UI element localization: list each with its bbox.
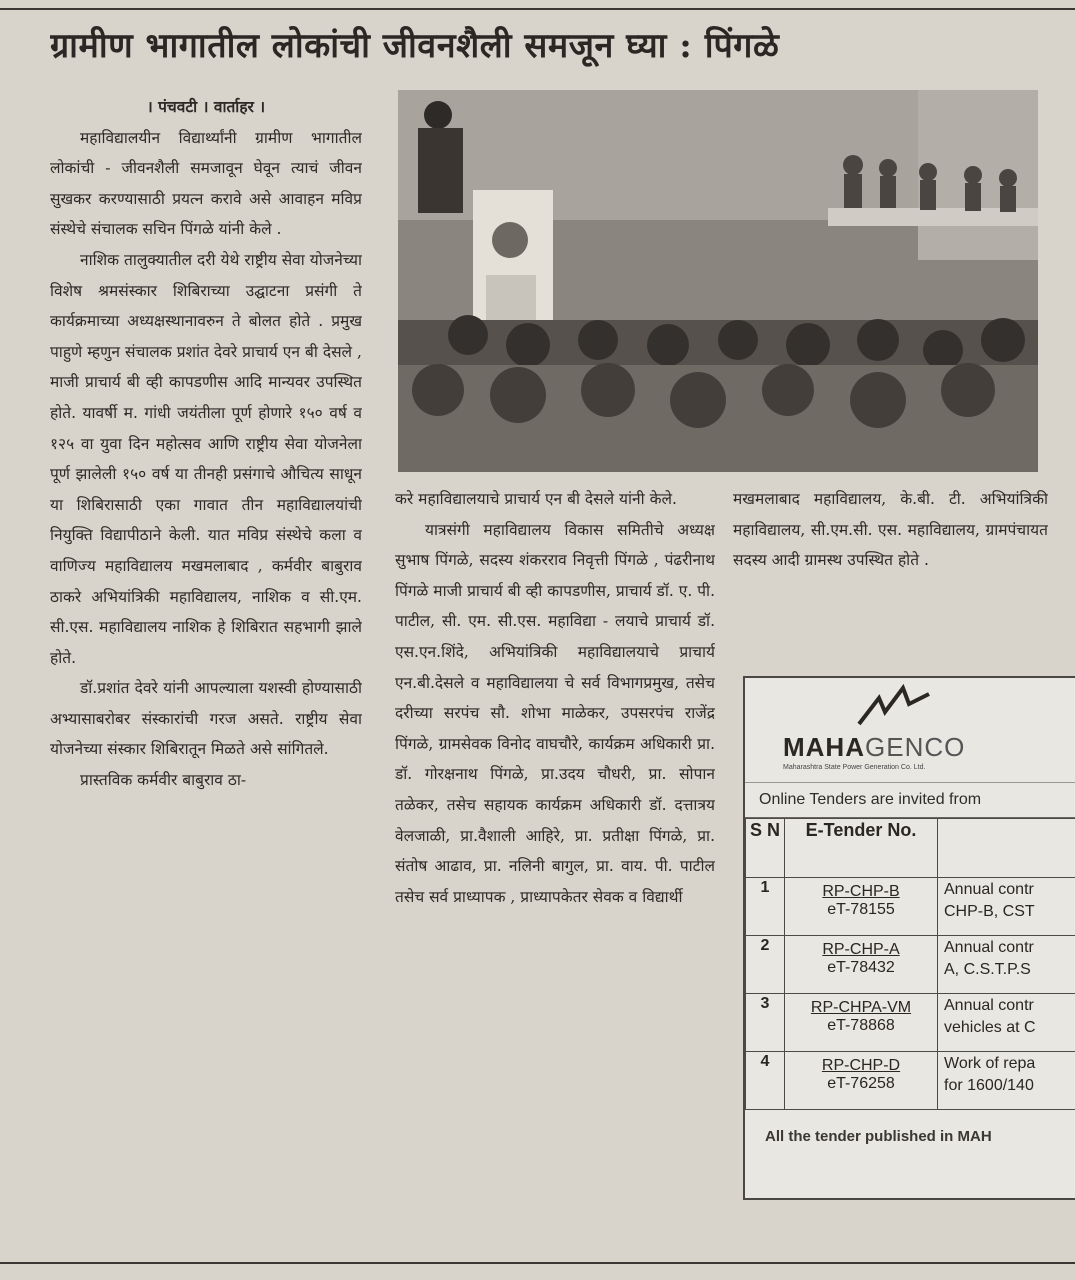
tender-code: RP-CHP-A bbox=[822, 941, 900, 958]
table-row bbox=[746, 878, 1075, 936]
paragraph: डॉ.प्रशांत देवरे यांनी आपल्याला यशस्वी होण्यासाठी अभ्यासाबरोबर संस्कारांची गरज असते. राष्ट्रीय सेवा योजनेच्या संस्कार शिबिरातून मिळते असे सांगितले. bbox=[50, 679, 362, 759]
paragraph: नाशिक तालुक्यातील दरी येथे राष्ट्रीय सेवा योजनेच्या विशेष श्रमसंस्कार शिबिराच्या उद्घाटना प्रसंगी ते कार्यक्रमाच्या अध्यक्षस्थानावरुन ते बोलत होते . प्रमुख पाहुणे म्हणुन संचालक प्रशांत देवरे प्राचार्य एन बी देसले , माजी प्राचार्य बी व्ही कापडणीस आदि मान्यवर उपस्थित होते. यावर्षी म. गांधी जयंतीला पूर्ण होणारे १५० वर्ष व १२५ वा युवा दिन महोत्सव आणि राष्ट्रीय सेवा योजनेला पूर्ण झालेली १५० वर्ष या तीनही प्रसंगाचे औचित्य साधून या शिबिरासाठी एका गावात तीन महाविद्यालयांची नियुक्ति विद्यापीठाने केली. यात मविप्र संस्थेचे कला व वाणिज्य महाविद्यालय मखमलाबाद , कर्मवीर बाबुराव ठाकरे अभियांत्रिकी महाविद्यालय, नाशिक व सी.एम. सी.एस. महाविद्यालय नाशिक हे शिबिरात सहभागी झाले होते. bbox=[50, 250, 362, 667]
table-row bbox=[746, 1052, 1075, 1110]
desc-line: Work of repa bbox=[944, 1055, 1036, 1072]
paragraph: मखमलाबाद महाविद्यालय, के.बी. टी. अभियांत्रिकी महाविद्यालय, सी.एम.सी. एस. महाविद्यालय, ग्रामपंचायत सदस्य आदी ग्रामस्थ उपस्थित होते . bbox=[733, 490, 1048, 570]
dateline: । पंचवटी । वार्ताहर । bbox=[146, 97, 266, 116]
bottom-rule bbox=[0, 1262, 1075, 1264]
desc-line: Annual contr bbox=[944, 997, 1034, 1014]
event-photo bbox=[398, 90, 1038, 472]
ad-logo-area bbox=[745, 678, 1075, 783]
row-description bbox=[938, 994, 1075, 1052]
article-column-3 bbox=[733, 484, 1048, 644]
photo-illustration bbox=[398, 90, 1038, 472]
ad-invite-line: Online Tenders are invited from bbox=[745, 783, 1075, 818]
brand-light: GENCO bbox=[865, 732, 966, 762]
desc-line: for 1600/140 bbox=[944, 1077, 1034, 1094]
header-sn: S N bbox=[746, 819, 785, 878]
row-sn: 2 bbox=[746, 936, 785, 994]
desc-line: Annual contr bbox=[944, 939, 1034, 956]
row-description bbox=[938, 878, 1075, 936]
tender-code: RP-CHPA-VM bbox=[810, 999, 912, 1016]
lightning-logo-icon bbox=[855, 684, 935, 728]
row-description bbox=[938, 1052, 1075, 1110]
paragraph: यात्रसंगी महाविद्यालय विकास समितीचे अध्यक्ष सुभाष पिंगळे, सदस्य शंकरराव निवृत्ती पिंगळे , पंढरीनाथ पिंगळे माजी प्राचार्य बी व्ही कापडणीस, प्राचार्य डॉ. ए. पी. पाटील, सी. एम. सी.एस. महाविद्या - लयाचे प्राचार्य डॉ. एस.एन.शिंदे, अभियांत्रिकी महाविद्यालयाचे प्राचार्य एन.बी.देसले व महाविद्यालया चे सर्व विभागप्रमुख, तसेच दरीच्या सरपंच सौ. शोभा माळेकर, उपसरपंच राजेंद्र पिंगळे, ग्रामसेवक विनोद वाघचौरे, कार्यक्रम अधिकारी प्रा. डॉ. गोरक्षनाथ पिंगळे, प्रा.उदय चौधरी, प्रा. सोपान तळेकर, तसेच सहायक कार्यक्रम अधिकारी डॉ. दत्तात्रय वेलजाळी, प्रा.वैशाली आहिरे, प्रा. प्रतीक्षा पिंगळे, प्रा. संतोष आढाव, प्रा. नलिनी बागुल, प्रा. वाय. पी. पाटील तसेच सर्व प्राध्यापक , प्राध्यापकेतर सेवक व विद्यार्थी bbox=[395, 520, 715, 906]
row-tender-no bbox=[785, 878, 938, 936]
paragraph: महाविद्यालयीन विद्यार्थ्यांनी ग्रामीण भागातील लोकांची - जीवनशैली समजावून घेवून त्याचं जीवन सुखकर करण्यासाठी प्रयत्न करावे असे आवाहन मविप्र संस्थेचे संचालक सचिन पिंगळे यांनी केले . bbox=[50, 128, 362, 239]
row-tender-no bbox=[785, 1052, 938, 1110]
row-sn: 4 bbox=[746, 1052, 785, 1110]
tender-et: eT-78155 bbox=[827, 901, 895, 918]
row-sn: 1 bbox=[746, 878, 785, 936]
headline: ग्रामीण भागातील लोकांची जीवनशैली समजून घ्या : पिंगळे bbox=[50, 26, 780, 66]
tender-et: eT-78432 bbox=[827, 959, 895, 976]
row-tender-no bbox=[785, 936, 938, 994]
tender-code: RP-CHP-B bbox=[822, 883, 900, 900]
tender-table bbox=[745, 818, 1075, 1110]
header-etender-no: E-Tender No. bbox=[785, 819, 938, 878]
article-column-2 bbox=[395, 484, 715, 1244]
brand-bold: MAHA bbox=[783, 732, 865, 762]
top-rule bbox=[0, 0, 1075, 10]
table-row bbox=[746, 994, 1075, 1052]
header-blank bbox=[938, 819, 1075, 878]
table-row bbox=[746, 936, 1075, 994]
paragraph: प्रास्तविक कर्मवीर बाबुराव ठा- bbox=[80, 771, 247, 790]
row-tender-no bbox=[785, 994, 938, 1052]
desc-line: Annual contr bbox=[944, 881, 1034, 898]
desc-line: A, C.S.T.P.S bbox=[944, 961, 1031, 978]
row-sn: 3 bbox=[746, 994, 785, 1052]
ad-brand-subtitle: Maharashtra State Power Generation Co. Ltd. bbox=[783, 764, 926, 771]
row-description bbox=[938, 936, 1075, 994]
desc-line: CHP-B, CST bbox=[944, 903, 1035, 920]
article-column-1 bbox=[50, 92, 362, 1242]
tender-et: eT-76258 bbox=[827, 1075, 895, 1092]
desc-line: vehicles at C bbox=[944, 1019, 1036, 1036]
table-header-row bbox=[746, 819, 1075, 878]
mahagenco-tender-ad bbox=[743, 676, 1075, 1200]
ad-brand bbox=[783, 732, 965, 763]
tender-et: eT-78868 bbox=[827, 1017, 895, 1034]
ad-footer: All the tender published in MAH bbox=[765, 1128, 992, 1145]
paragraph: करे महाविद्यालयाचे प्राचार्य एन बी देसले यांनी केले. bbox=[395, 490, 677, 508]
tender-code: RP-CHP-D bbox=[821, 1057, 901, 1074]
